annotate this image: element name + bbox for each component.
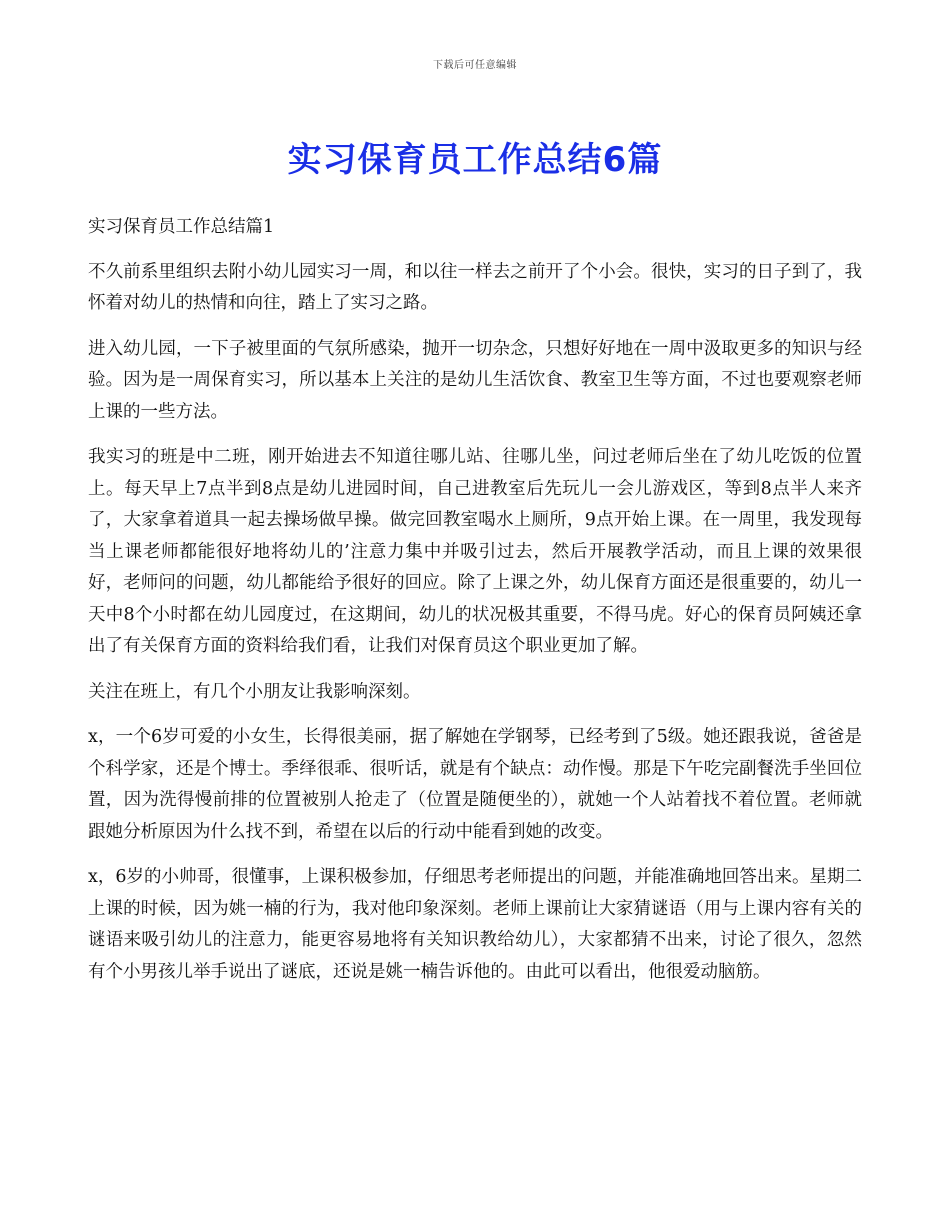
paragraph-6: x，6岁的小帅哥，很懂事，上课积极参加，仔细思考老师提出的问题，并能准确地回答出来。星期二上课的时候，因为姚一楠的行为，我对他印象深刻。老师上课前让大家猜谜语（用与上课内容有关的谜语来吸引幼儿的注意力，能更容易地将有关知识教给幼儿），大家都猜不出来，讨论了很久，忽然有个小男孩儿举手说出了谜底，还说是姚一楠告诉他的。由此可以看出，他很爱动脑筋。 [88, 867, 862, 982]
paragraph-2: 进入幼儿园，一下子被里面的气氛所感染，抛开一切杂念，只想好好地在一周中汲取更多的知识与经验。因为是一周保育实习，所以基本上关注的是幼儿生活饮食、教室卫生等方面，不过也要观察老师上课的一些方法。 [88, 338, 862, 422]
document-body [88, 212, 862, 1002]
paragraph-3: 我实习的班是中二班，刚开始进去不知道往哪儿站、往哪儿坐，问过老师后坐在了幼儿吃饭的位置上。每天早上7点半到8点是幼儿进园时间，自己进教室后先玩儿一会儿游戏区，等到8点半人来齐了，大家拿着道具一起去操场做早操。做完回教室喝水上厕所，9点开始上课。在一周里，我发现每当上课老师都能很好地将幼儿的’注意力集中并吸引过去，然后开展教学活动，而且上课的效果很好，老师问的问题，幼儿都能给予很好的回应。除了上课之外，幼儿保育方面还是很重要的，幼儿一天中8个小时都在幼儿园度过，在这期间，幼儿的状况极其重要，不得马虎。好心的保育员阿姨还拿出了有关保育方面的资料给我们看，让我们对保育员这个职业更加了解。 [88, 447, 862, 656]
header-note: 下载后可任意编辑 [433, 60, 517, 71]
document-title: 实习保育员工作总结6篇 [287, 140, 663, 180]
paragraph-4: 关注在班上，有几个小朋友让我影响深刻。 [88, 681, 421, 702]
paragraph-5: x，一个6岁可爱的小女生，长得很美丽，据了解她在学钢琴，已经考到了5级。她还跟我说，爸爸是个科学家，还是个博士。季绎很乖、很听话，就是有个缺点：动作慢。那是下午吃完副餐洗手坐回位置，因为洗得慢前排的位置被别人抢走了（位置是随便坐的），就她一个人站着找不着位置。老师就跟她分析原因为什么找不到，希望在以后的行动中能看到她的改变。 [88, 727, 862, 842]
paragraph-1: 不久前系里组织去附小幼儿园实习一周，和以往一样去之前开了个小会。很快，实习的日子到了，我怀着对幼儿的热情和向往，踏上了实习之路。 [88, 261, 862, 313]
section-subheading: 实习保育员工作总结篇1 [88, 217, 275, 237]
